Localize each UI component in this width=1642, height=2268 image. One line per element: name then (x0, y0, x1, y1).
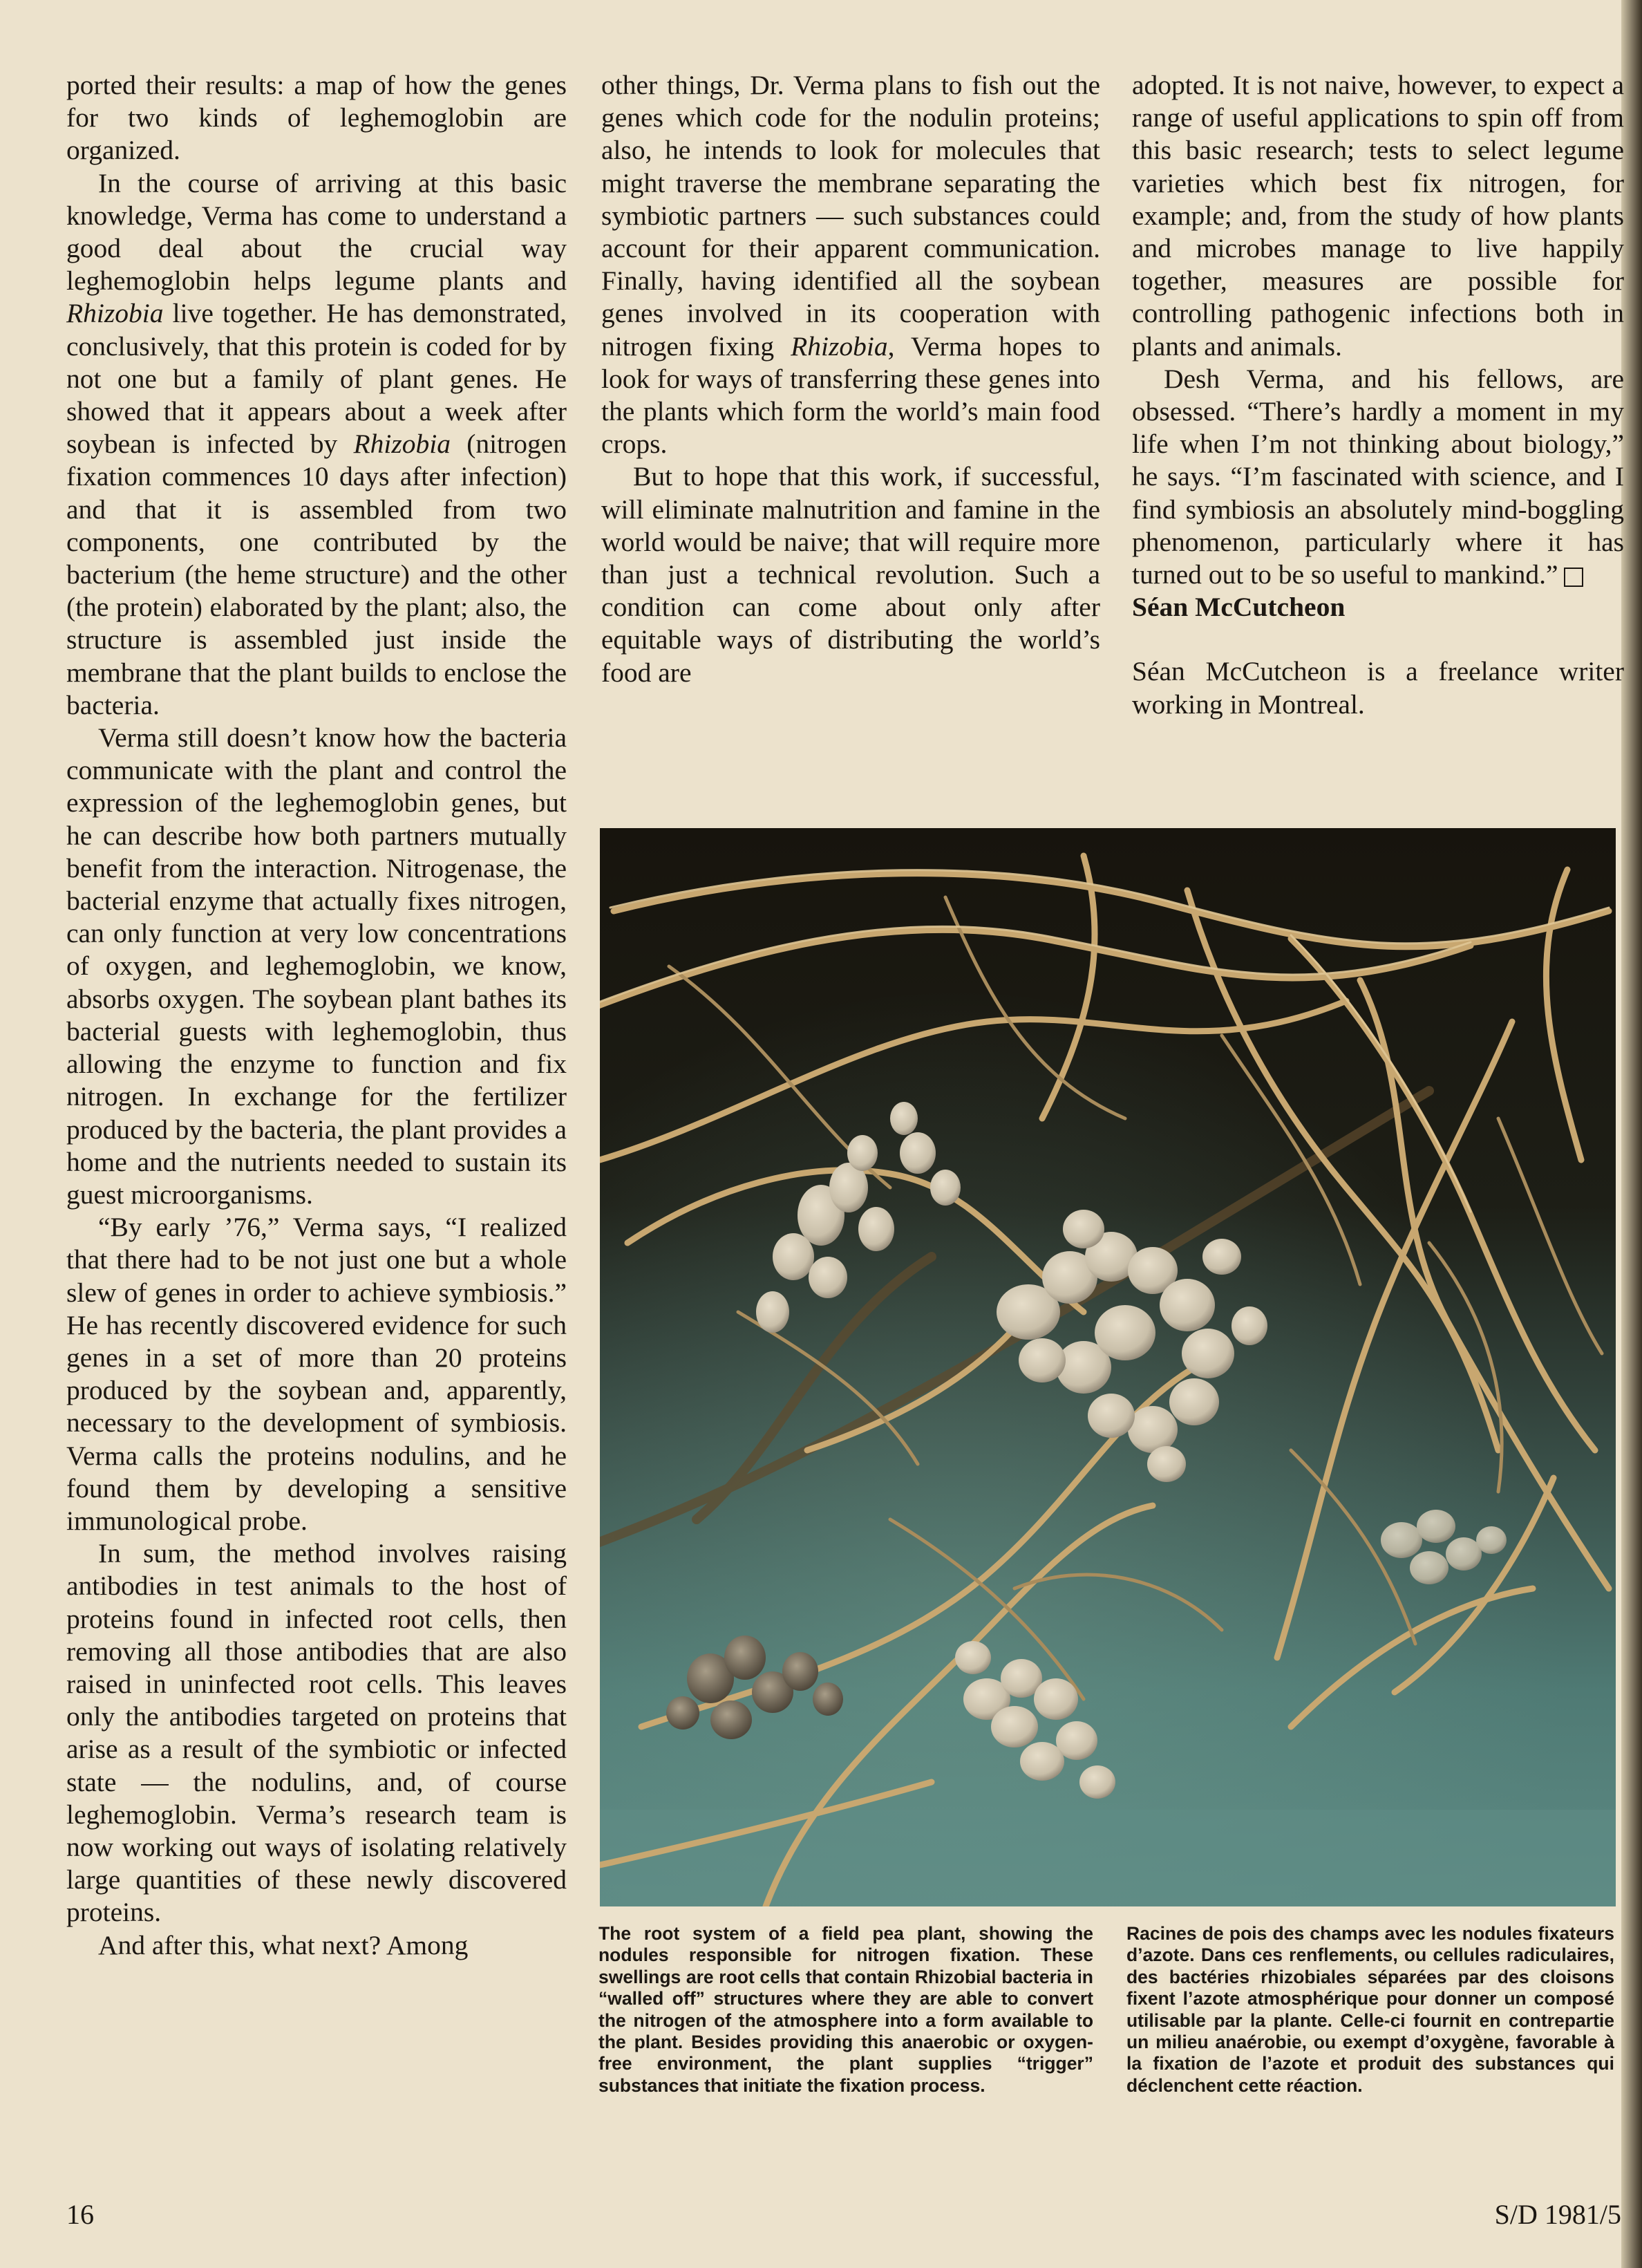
root-nodules-photo (600, 828, 1616, 1906)
end-mark-icon (1564, 568, 1583, 587)
photo-caption-french: Racines de pois des champs avec les nodules fixateurs d’azote. Dans ces renflements, ou cellules radiculaires, des bactéries rhizobiales séparées par des cloisons fixent l’azote atmosphérique pour donner un composé utilisable par la plante. Celle-ci fournit en contrepartie un milieu anaérobie, ou exempt d’oxygène, favorable à la fixation de l’azote et produit des substances qui déclenchent cette réaction. (1126, 1923, 1614, 2096)
photo-caption-english: The root system of a field pea plant, showing the nodules responsible for nitrogen fixation. These swellings are root cells that contain Rhizobial bacteria in “walled off” structures where they are able to convert the nitrogen of the atmosphere into a form available to the plant. Besides providing this anaerobic or oxygen-free environment, the plant supplies “trigger” substances that initiate the fixation process. (598, 1923, 1093, 2096)
paragraph: ported their results: a map of how the genes for two kinds of leghemoglobin are organized. (66, 70, 567, 166)
organism-name: Rhizobia (791, 330, 888, 362)
organism-name: Rhizobia (66, 298, 164, 329)
paragraph: “By early ’76,” Verma says, “I realized that there had to be not just one but a whole slew of genes in order to achieve symbiosis.” He has recently discovered evidence for such genes in a set of more than 20 proteins produced by the soybean and, apparently, necessary to the development of symbiosis. Verma calls the proteins nodulins, and he found them by developing a sensitive immunological probe. (66, 1212, 567, 1536)
paragraph: Verma still doesn’t know how the bacteria communicate with the plant and control the expression of the leghemoglobin genes, but he can describe how both partners mutually benefit from the interaction. Nitrogenase, the bacterial enzyme that actually fixes nitrogen, can only function at very low concentrations of oxygen, and leghemoglobin, we know, absorbs oxygen. The soybean plant bathes its bacterial guests with leghemoglobin, thus allowing the enzyme to function and fix nitrogen. In exchange for the fertilizer produced by the bacteria, the plant provides a home and the nutrients needed to sustain its guest microorganisms. (66, 722, 567, 1210)
article-column-1 (66, 69, 567, 1962)
article-column-3 (1132, 69, 1624, 721)
paragraph: adopted. It is not naive, however, to expect a range of useful applications to spin off from this basic research; tests to select legume varieties which best fix nitrogen, for example; and, from the study of how plants and microbes manage to live happily together, measures are possible for controlling pathogenic infections both in plants and animals. (1132, 70, 1624, 362)
author-byline: Séan McCutcheon (1132, 592, 1346, 623)
author-bio: Séan McCutcheon is a freelance writer working in Montreal. (1132, 656, 1624, 720)
page-number: 16 (66, 2199, 94, 2230)
paragraph: In sum, the method involves raising antibodies in test animals to the host of proteins found in infected root cells, then removing all those antibodies that are also raised in uninfected root cells. This leaves only the antibodies targeted on proteins that arise as a result of the symbiotic or infected state — the nodulins, and, of course leghemoglobin. Verma’s research team is now working out ways of isolating relatively large quantities of these newly discovered proteins. (66, 1538, 567, 1928)
article-column-2 (601, 69, 1100, 689)
journal-issue: S/D 1981/5 (1494, 2199, 1621, 2230)
paragraph: But to hope that this work, if successful, will eliminate malnutrition and famine in the world would be naive; that will require more than just a technical revolution. Such a condition can come about only after equitable ways of distributing the world’s food are (601, 461, 1100, 688)
paragraph: And after this, what next? Among (98, 1929, 469, 1960)
organism-name: Rhizobia (353, 429, 451, 460)
paragraph (1132, 363, 1624, 591)
paragraph: other things, Dr. Verma plans to fish out the genes which code for the nodulin proteins; also, he intends to look for molecules that might traverse the membrane separating the symbiotic partners — such substances could account for their apparent communication. Finally, having identified all the soybean genes involved in its cooperation with nitrogen fixing Rhizobia, Verma hopes to look for ways of transferring these genes into the plants which form the world’s main food crops. (601, 70, 1100, 460)
paragraph-text: Desh Verma, and his fellows, are obsessed. “There’s hardly a moment in my life when I’m not thinking about biology,” he says. “I’m fascinated with science, and I find symbiosis an absolutely mind-boggling phenomenon, particularly where it has turned out to be so useful to mankind.” (1132, 363, 1624, 590)
page-binding-edge (1621, 0, 1642, 2268)
paragraph: In the course of arriving at this basic knowledge, Verma has come to understand a good deal about the crucial way leghemoglobin helps legume plants and Rhizobia live together. He has demonstrated, conclusively, that this protein is coded for by not one but a family of plant genes. He showed that it appears about a week after soybean is infected by Rhizobia (nitrogen fixation commences 10 days after infection) and that it is assembled from two components, one contributed by the bacterium (the heme structure) and the other (the protein) elaborated by the plant; also, the structure is assembled just inside the membrane that the plant builds to enclose the bacteria. (66, 167, 567, 720)
